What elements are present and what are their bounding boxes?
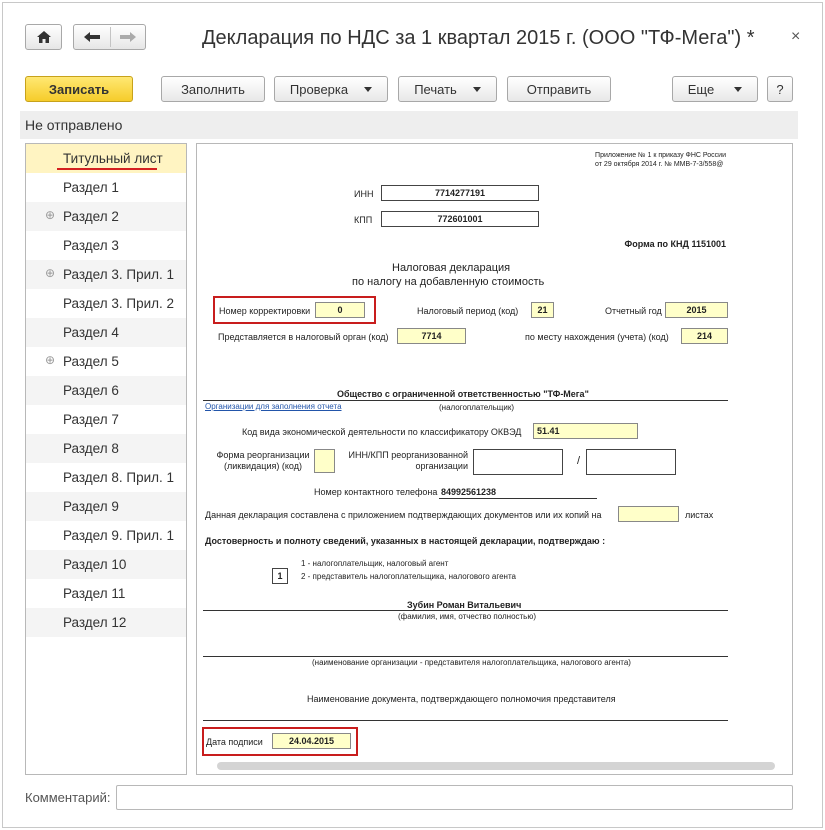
send-button[interactable]	[507, 76, 611, 102]
home-button[interactable]	[25, 24, 62, 50]
check-dropdown-button[interactable]	[274, 76, 388, 102]
more-dropdown-button[interactable]	[672, 76, 758, 102]
signer-name-line	[203, 610, 728, 611]
sidebar-item[interactable]	[26, 260, 186, 289]
active-item-underline	[57, 168, 157, 170]
sidebar-item-label: Раздел 10	[63, 557, 127, 572]
sidebar-item[interactable]	[26, 492, 186, 521]
org-name: Общество с ограниченной ответственностью "ТФ-Мега"	[337, 389, 589, 399]
sidebar-item[interactable]	[26, 347, 186, 376]
history-nav-group	[73, 24, 146, 50]
sidebar-item[interactable]	[26, 376, 186, 405]
fill-button-label: Заполнить	[181, 81, 245, 97]
sidebar-item[interactable]	[26, 318, 186, 347]
okved-field[interactable]: 51.41	[533, 423, 638, 439]
close-icon[interactable]: ×	[791, 28, 801, 45]
fill-button[interactable]	[161, 76, 265, 102]
org-name-line	[203, 400, 728, 401]
signer-option-1: 1 - налогоплательщик, налоговый агент	[301, 559, 449, 568]
sidebar-item-label: Раздел 4	[63, 325, 119, 340]
sidebar-item[interactable]	[26, 202, 186, 231]
correction-number-field[interactable]: 0	[315, 302, 365, 318]
sidebar-item[interactable]	[26, 521, 186, 550]
sidebar-item[interactable]	[26, 550, 186, 579]
signer-name[interactable]: Зубин Роман Витальевич	[407, 600, 522, 610]
sidebar-item-label: Раздел 1	[63, 180, 119, 195]
header-line-1: Приложение № 1 к приказу ФНС России	[595, 152, 726, 159]
form-title-line-2: по налогу на добавленную стоимость	[352, 276, 545, 288]
chevron-down-icon	[734, 87, 742, 92]
save-button-label: Записать	[48, 81, 110, 97]
print-button-label: Печать	[414, 81, 457, 97]
phone-underline	[439, 498, 597, 499]
tax-period-field[interactable]: 21	[531, 302, 554, 318]
inn-label: ИНН	[354, 189, 374, 199]
sidebar-item-label: Раздел 9. Прил. 1	[63, 528, 175, 543]
signer-option-2: 2 - представитель налогоплательщика, налогового агента	[301, 572, 516, 581]
sidebar-item[interactable]	[26, 463, 186, 492]
sidebar-item-label: Раздел 6	[63, 383, 119, 398]
sidebar-item-label: Раздел 3	[63, 238, 119, 253]
sidebar-item[interactable]	[26, 608, 186, 637]
reorg-inn-label-2: организации	[415, 461, 468, 471]
help-icon: ?	[776, 81, 784, 97]
header-line-2: от 29 октября 2014 г. № ММВ-7-3/558@	[595, 161, 724, 168]
taxpayer-caption: (налогоплательщик)	[439, 403, 515, 412]
kpp-field[interactable]: 772601001	[381, 211, 539, 227]
reorg-inn-label-1: ИНН/КПП реорганизованной	[348, 450, 468, 460]
print-dropdown-button[interactable]	[398, 76, 497, 102]
send-button-label: Отправить	[526, 81, 592, 97]
form-title-line-1: Налоговая декларация	[392, 262, 511, 274]
declaration-form	[196, 143, 793, 775]
sidebar-item-label: Титульный лист	[63, 151, 163, 166]
location-code-label: по месту нахождения (учета) (код)	[525, 332, 669, 342]
sidebar-item[interactable]	[26, 579, 186, 608]
home-icon	[36, 30, 52, 44]
tax-period-label: Налоговый период (код)	[417, 306, 519, 316]
form-code: Форма по КНД 1151001	[624, 239, 726, 249]
expand-plus-icon[interactable]: ⊕	[45, 353, 56, 367]
rep-org-caption: (наименование организации - представителя налогоплательщика, налогового агента)	[312, 658, 631, 667]
fio-caption: (фамилия, имя, отчество полностью)	[398, 612, 537, 621]
sign-date-field[interactable]: 24.04.2015	[272, 733, 351, 749]
section-sidebar	[25, 143, 187, 775]
sidebar-item-label: Раздел 8. Прил. 1	[63, 470, 175, 485]
sidebar-item-label: Раздел 3. Прил. 2	[63, 296, 175, 311]
sign-date-label: Дата подписи	[206, 737, 263, 747]
sidebar-item-label: Раздел 2	[63, 209, 119, 224]
comment-input[interactable]	[116, 785, 793, 810]
check-button-label: Проверка	[289, 81, 349, 97]
arrow-left-icon	[83, 31, 101, 43]
help-button[interactable]	[767, 76, 793, 102]
phone-value[interactable]: 84992561238	[441, 487, 497, 497]
reorg-kpp-field[interactable]	[586, 449, 676, 475]
sidebar-item-label: Раздел 5	[63, 354, 119, 369]
authority-doc-label: Наименование документа, подтверждающего полномочия представителя	[307, 694, 616, 704]
reorg-form-label-1: Форма реорганизации	[216, 450, 310, 460]
sidebar-item[interactable]	[26, 289, 186, 318]
report-year-label: Отчетный год	[605, 306, 662, 316]
reorg-form-label-2: (ликвидация) (код)	[224, 461, 302, 471]
location-code-field[interactable]: 214	[681, 328, 728, 344]
report-year-field[interactable]: 2015	[665, 302, 728, 318]
save-button[interactable]	[25, 76, 133, 102]
comment-label: Комментарий:	[25, 790, 111, 805]
sidebar-item-label: Раздел 8	[63, 441, 119, 456]
chevron-down-icon	[364, 87, 372, 92]
form-header-note	[595, 151, 726, 169]
phone-label: Номер контактного телефона	[314, 487, 438, 497]
sidebar-item-label: Раздел 9	[63, 499, 119, 514]
sidebar-item[interactable]	[26, 231, 186, 260]
status-bar	[20, 111, 798, 139]
attachments-suffix: листах	[685, 510, 714, 520]
okved-label: Код вида экономической деятельности по классификатору ОКВЭД	[242, 427, 522, 437]
authority-doc-line	[203, 720, 728, 721]
back-button[interactable]	[74, 25, 110, 49]
sidebar-item-label: Раздел 12	[63, 615, 127, 630]
more-button-label: Еще	[687, 81, 715, 97]
sidebar-item-label: Раздел 11	[63, 586, 126, 601]
window-title: Декларация по НДС за 1 квартал 2015 г. (ООО "ТФ-Мега") *	[202, 27, 755, 49]
sidebar-item-label: Раздел 7	[63, 412, 119, 427]
attachment-sheets-field[interactable]	[618, 506, 679, 522]
sidebar-item[interactable]	[26, 434, 186, 463]
horizontal-scrollbar[interactable]	[217, 762, 775, 770]
attachments-label: Данная декларация составлена с приложением подтверждающих документов или их копий на	[205, 510, 602, 520]
arrow-right-icon	[119, 31, 137, 43]
expand-plus-icon[interactable]: ⊕	[45, 208, 56, 222]
sidebar-item-label: Раздел 3. Прил. 1	[63, 267, 175, 282]
forward-button[interactable]	[111, 25, 145, 49]
reorg-slash: /	[577, 455, 581, 467]
tax-authority-label: Представляется в налоговый орган (код)	[218, 332, 389, 342]
rep-org-line	[203, 656, 728, 657]
send-status-text: Не отправлено	[25, 117, 123, 133]
tax-authority-field[interactable]: 7714	[397, 328, 466, 344]
sidebar-item[interactable]	[26, 173, 186, 202]
sidebar-item[interactable]	[26, 405, 186, 434]
kpp-label: КПП	[354, 215, 373, 225]
chevron-down-icon	[473, 87, 481, 92]
reorg-inn-field[interactable]	[473, 449, 563, 475]
correction-label: Номер корректировки	[219, 306, 311, 316]
sidebar-item[interactable]	[26, 144, 186, 173]
inn-field[interactable]: 7714277191	[381, 185, 539, 201]
org-select-link[interactable]: Организации для заполнения отчета	[205, 402, 342, 411]
confirmation-label: Достоверность и полноту сведений, указанных в настоящей декларации, подтверждаю :	[205, 536, 606, 546]
signer-type-field[interactable]: 1	[272, 568, 288, 584]
expand-plus-icon[interactable]: ⊕	[45, 266, 56, 280]
reorg-form-field[interactable]	[314, 449, 335, 473]
